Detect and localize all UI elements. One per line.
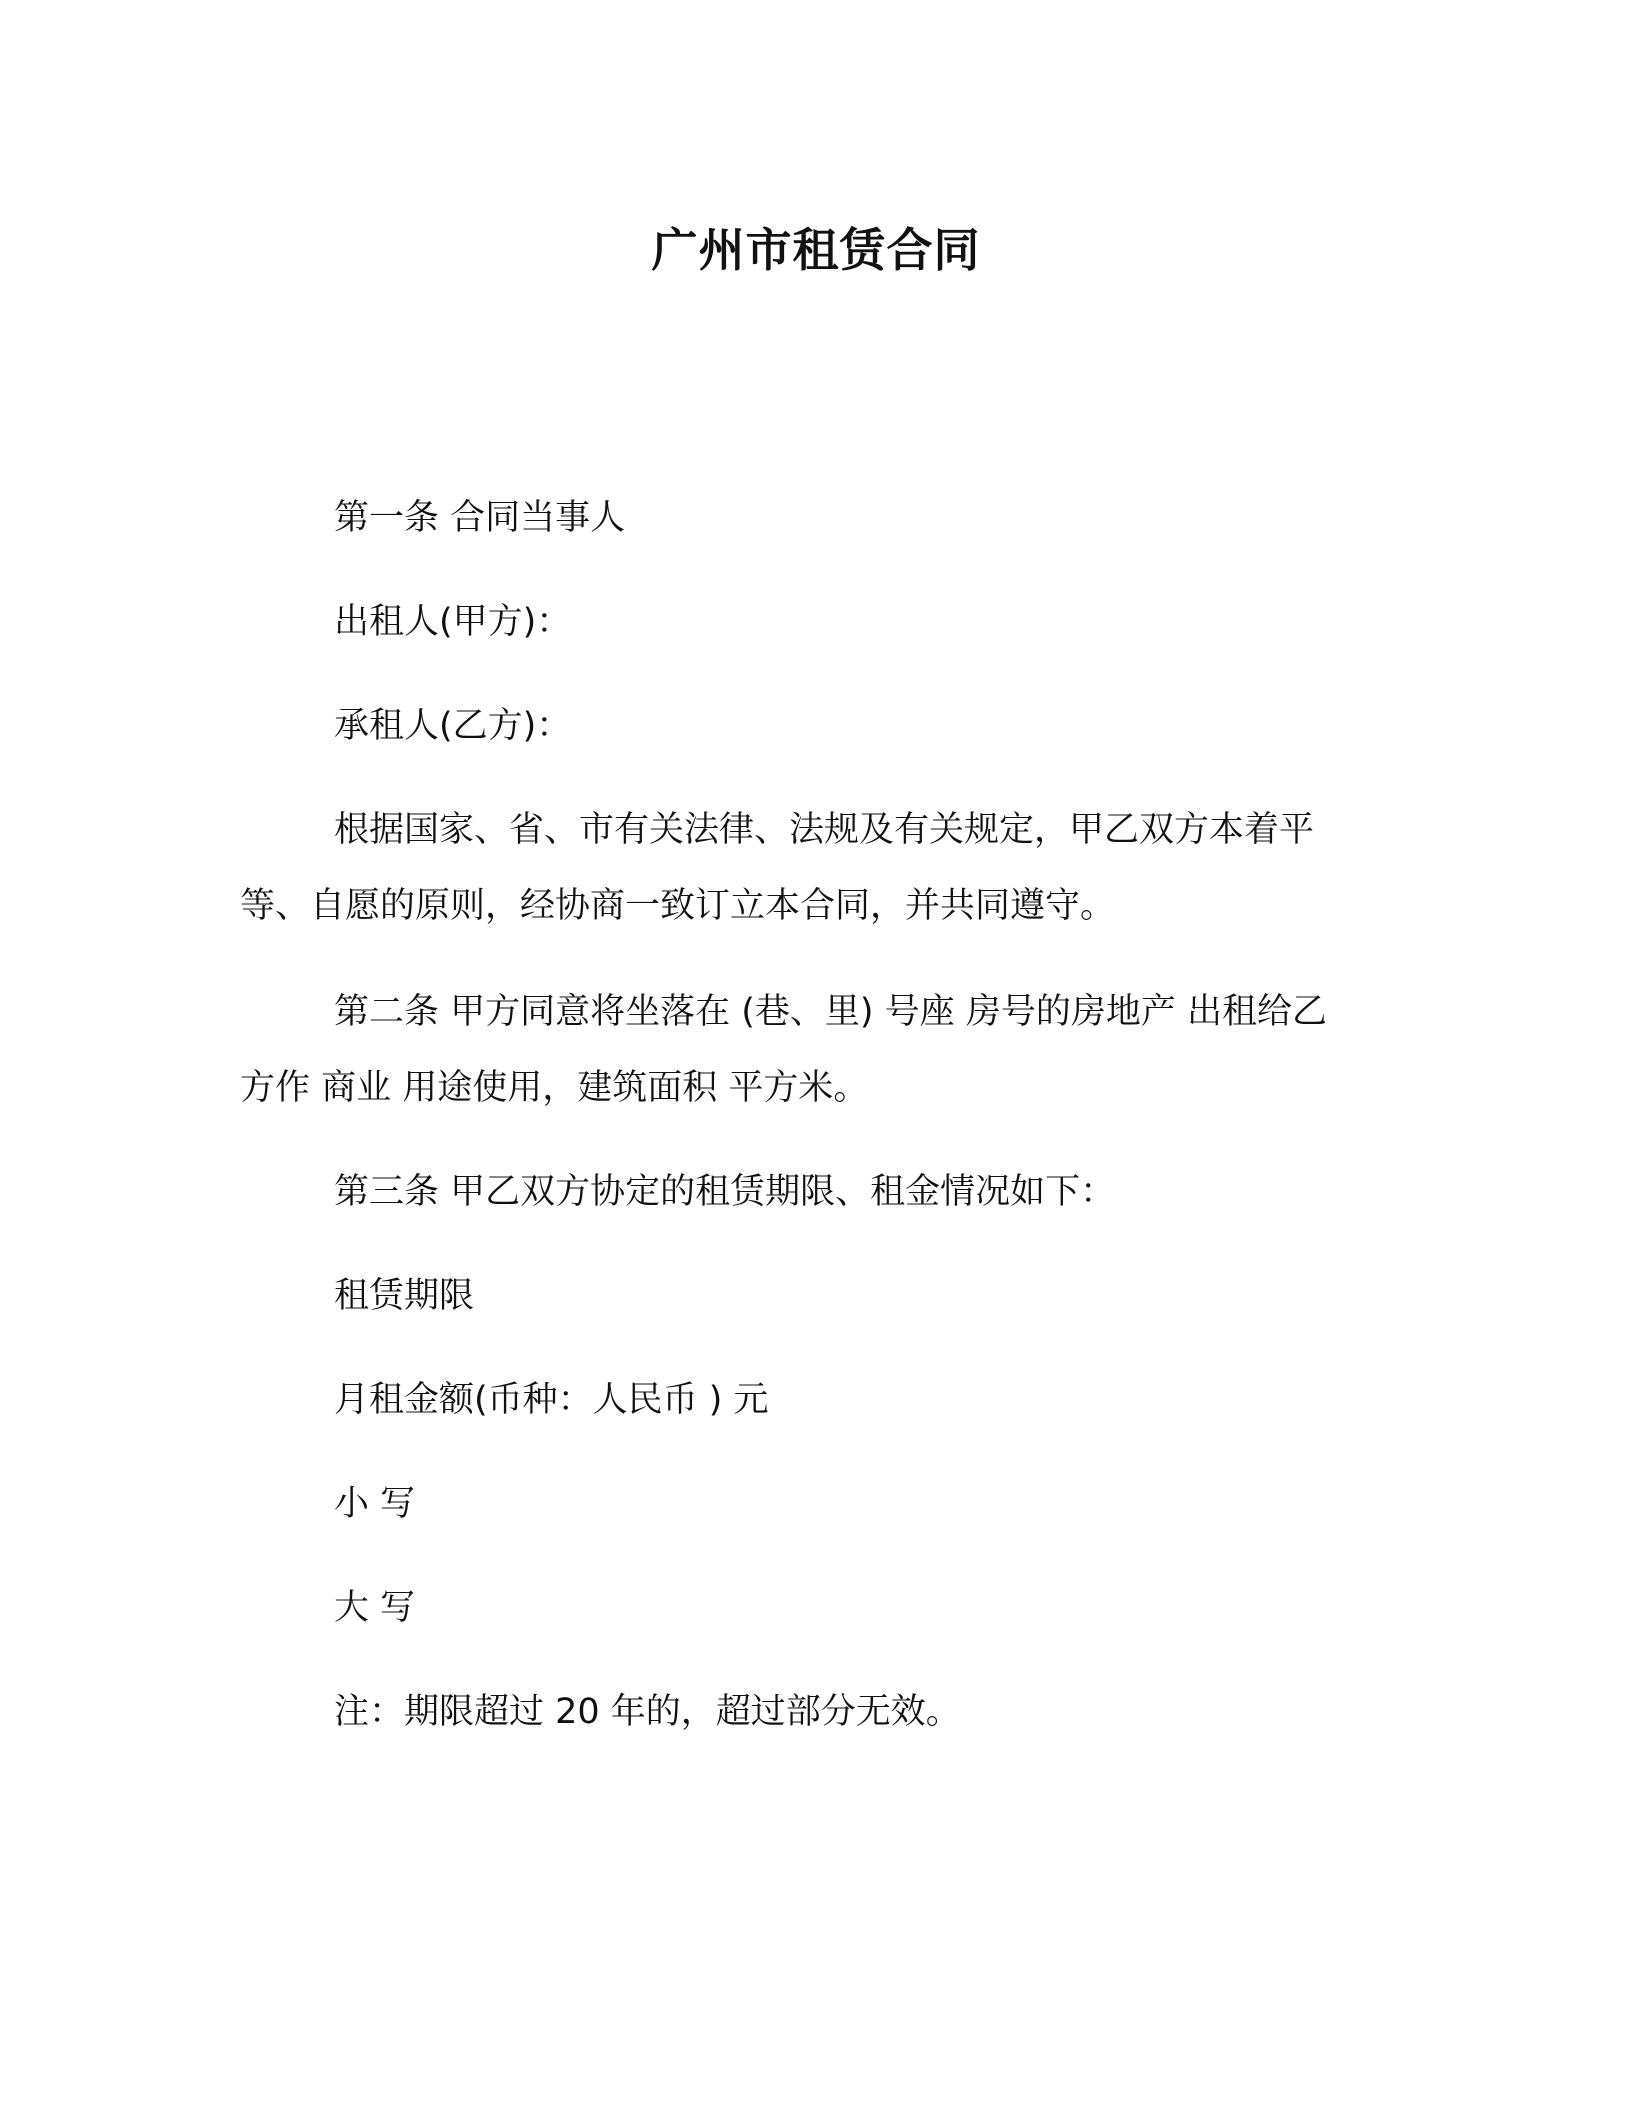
article2-line-1: 第二条 甲方同意将坐落在 (巷、里) 号座 房号的房地产 出租给乙: [334, 992, 1327, 1032]
term-limit-note: 注：期限超过 20 年的，超过部分无效。: [334, 1692, 961, 1732]
lease-term-label: 租赁期限: [334, 1276, 475, 1316]
lessor-label: 出租人(甲方)：: [334, 602, 572, 642]
article2-line-2: 方作 商业 用途使用，建筑面积 平方米。: [240, 1068, 869, 1108]
article3-heading: 第三条 甲乙双方协定的租赁期限、租金情况如下：: [334, 1172, 1116, 1212]
document-title: 广州市租赁合同: [651, 223, 981, 277]
article1-heading: 第一条 合同当事人: [334, 498, 626, 538]
uppercase-amount-label: 大 写: [334, 1588, 416, 1628]
monthly-rent-label: 月租金额(币种：人民币 ) 元: [334, 1380, 769, 1420]
preamble-line-1: 根据国家、省、市有关法律、法规及有关规定，甲乙双方本着平: [334, 810, 1315, 850]
lowercase-amount-label: 小 写: [334, 1484, 416, 1524]
preamble-line-2: 等、自愿的原则，经协商一致订立本合同，并共同遵守。: [240, 886, 1116, 926]
lessee-label: 承租人(乙方)：: [334, 706, 572, 746]
